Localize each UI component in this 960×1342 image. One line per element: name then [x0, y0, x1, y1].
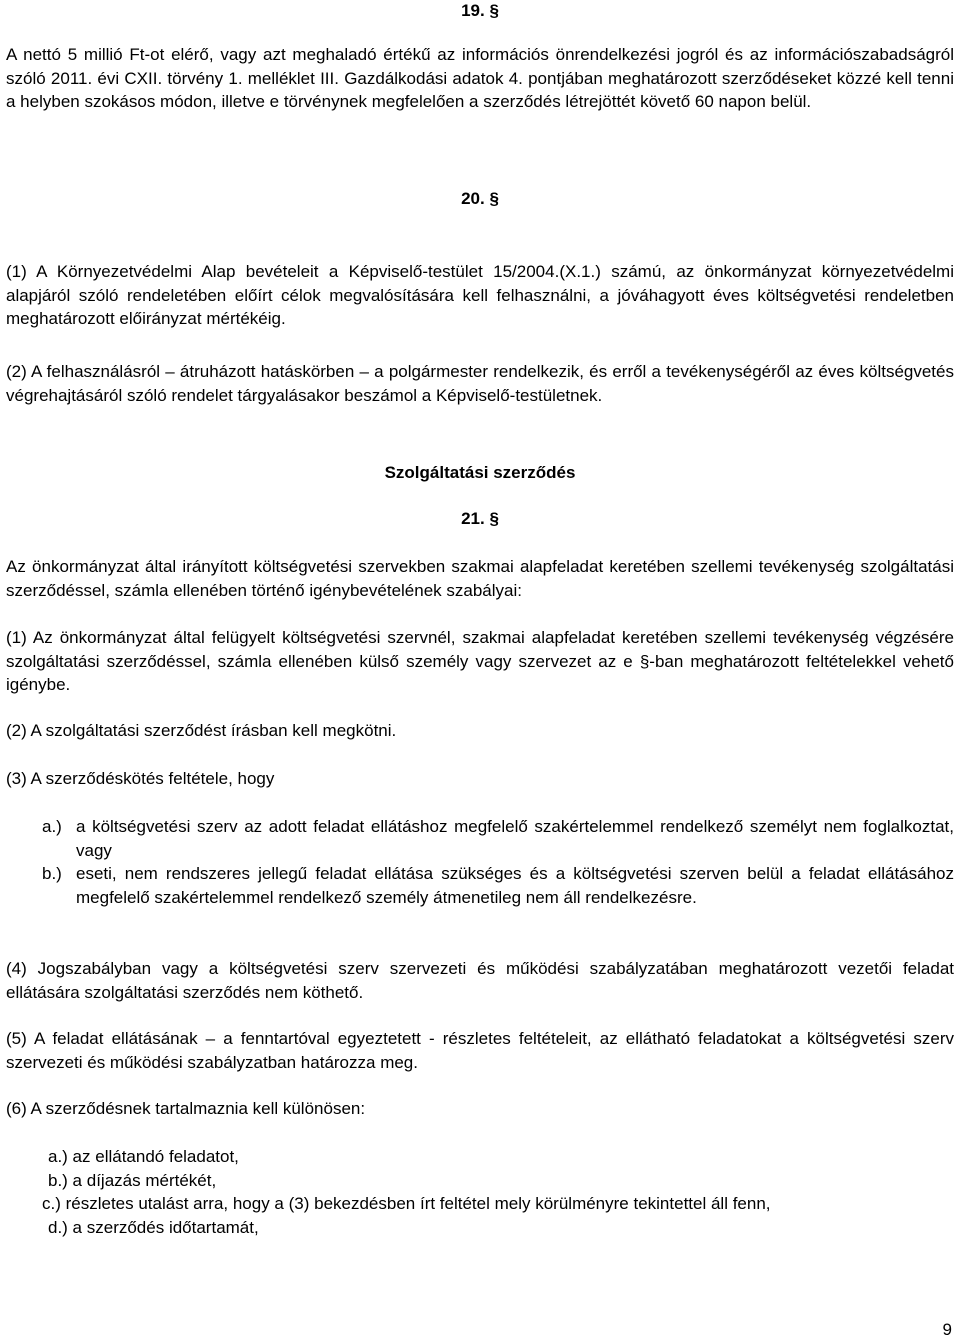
list-item: c.) részletes utalást arra, hogy a (3) bekezdésben írt feltétel mely körülményre tekintettel áll fenn,: [42, 1194, 771, 1213]
section-20-number: 20. §: [461, 189, 499, 208]
page-number: 9: [942, 1320, 952, 1339]
list-item-text: a költségvetési szerv az adott feladat ellátáshoz megfelelő szakértelemmel rendelkező személyt nem foglalkoztat, vagy: [76, 817, 954, 860]
section-19-text: A nettó 5 millió Ft-ot elérő, vagy azt meghaladó értékű az információs önrendelkezési jogról és az információszabadságról szóló 2011. évi CXII. törvény 1. melléklet III. Gazdálkodási adatok 4. pontjában meghatározott szerződéseket közzé kell tenni a helyben szokásos módon, illetve e törvénynek megfelelően a szerződés létrejöttét követő 60 napon belül.: [6, 45, 954, 111]
section-21-para-1: (1) Az önkormányzat által felügyelt költségvetési szervnél, szakmai alapfeladat keretében szellemi tevékenység végzésére szolgáltatási szerződéssel, számla ellenében külső személy vagy szervezet az e §-ban meghatározott feltételekkel vehető igénybe.: [6, 628, 954, 694]
section-21-number: 21. §: [461, 509, 499, 528]
para-6-list: [6, 1145, 954, 1239]
list-item-label: b.): [42, 864, 62, 883]
section-21-para-3: (3) A szerződéskötés feltétele, hogy: [6, 769, 275, 788]
list-item: [6, 815, 954, 862]
section-20-para-2: (2) A felhasználásról – átruházott hatáskörben – a polgármester rendelkezik, és erről a tevékenységéről az éves költségvetés végrehajtásáról szóló rendelet tárgyalásakor beszámol a Képviselő-testületnek.: [6, 362, 954, 405]
section-21-para-5: (5) A feladat ellátásának – a fenntartóval egyeztetett - részletes feltételeit, az ellátható feladatokat a költségvetési szerv szervezeti és működési szabályzatban határozza meg.: [6, 1029, 954, 1072]
section-19-number: 19. §: [461, 1, 499, 20]
list-item: [6, 862, 954, 909]
list-item: d.) a szerződés időtartamát,: [48, 1217, 259, 1237]
section-21-intro: Az önkormányzat által irányított költségvetési szervekben szakmai alapfeladat keretében szellemi tevékenység szolgáltatási szerződéssel, számla ellenében történő igénybevételének szabályai:: [6, 557, 954, 600]
section-21-title: Szolgáltatási szerződés: [384, 463, 576, 482]
section-21-para-2: (2) A szolgáltatási szerződést írásban kell megkötni.: [6, 721, 397, 740]
section-20-para-1: (1) A Környezetvédelmi Alap bevételeit a Képviselő-testület 15/2004.(X.1.) számú, az önkormányzat környezetvédelmi alapjáról szóló rendeletében előírt célok megvalósítására kell felhasználni, a jóváhagyott éves költségvetési rendeletben meghatározott előirányzat mértékéig.: [6, 262, 954, 328]
list-item: b.) a díjazás mértékét,: [48, 1170, 217, 1190]
list-item-text: eseti, nem rendszeres jellegű feladat ellátása szükséges és a költségvetési szerven belül a feladat ellátásához megfelelő szakértelemmel rendelkező személy átmenetileg nem áll rendelkezésre.: [76, 864, 954, 907]
list-item: a.) az ellátandó feladatot,: [48, 1147, 239, 1166]
para-3-list: [6, 815, 954, 909]
section-21-para-6: (6) A szerződésnek tartalmaznia kell különösen:: [6, 1099, 366, 1118]
section-21-para-4: (4) Jogszabályban vagy a költségvetési szerv szervezeti és működési szabályzatában meghatározott vezetői feladat ellátására szolgáltatási szerződés nem köthető.: [6, 959, 954, 1002]
list-item-label: a.): [42, 817, 62, 836]
